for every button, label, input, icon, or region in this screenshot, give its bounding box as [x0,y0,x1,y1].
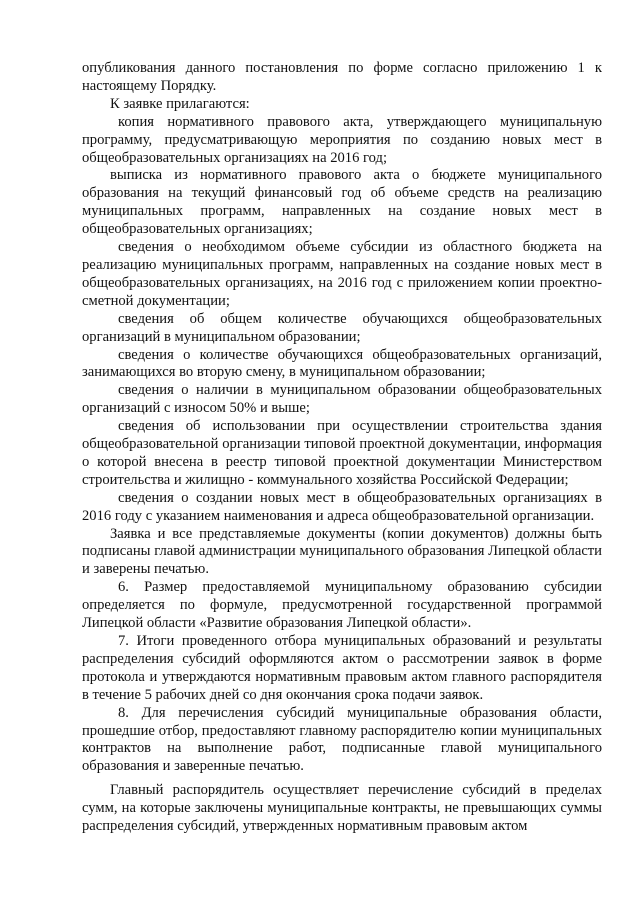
paragraph-item-8: 8. Для перечисления субсидий муниципальные образования области, прошедшие отбор, предоставляют главному распорядителю копии муниципальных контрактов на выполнение работ, подписанные главой муниципального образования и заверенные печатью. [82,704,602,775]
paragraph-transfer: Главный распорядитель осуществляет перечисление субсидий в пределах сумм, на которые заключены муниципальные контракты, не превышающих суммы распределения субсидий, утвержденных нормативным правовым актом [82,782,602,835]
paragraph-typical-design: сведения об использовании при осуществлении строительства здания общеобразовательной организации типовой проектной документации, информация о которой внесена в реестр типовой проектной документации Министерством строительства и жилищно - коммунального хозяйства Российской Федерации; [82,418,602,488]
paragraph-attachments-heading: К заявке прилагаются: [110,95,250,112]
paragraph-new-places: сведения о создании новых мест в общеобразовательных организациях в 2016 году с указанием наименования и адреса общеобразовательной организации. [82,489,602,524]
paragraph-publication-continuation: опубликования данного постановления по форме согласно приложению 1 к настоящему Порядку. [82,60,602,94]
paragraph-program-act-copy: копия нормативного правового акта, утверждающего муниципальную программу, предусматривающую мероприятия по созданию новых мест в общеобразовательных организациях на 2016 год; [82,113,602,166]
paragraph-item-6: 6. Размер предоставляемой муниципальному образованию субсидии определяется по формуле, предусмотренной государственной программой Липецкой области «Развитие образования Липецкой области». [82,579,602,632]
paragraph-signing: Заявка и все представляемые документы (копии документов) должны быть подписаны главой администрации муниципального образования Липецкой области и заверены печатью. [82,525,602,578]
paragraph-second-shift: сведения о количестве обучающихся общеобразовательных организаций, занимающихся во вторую смену, в муниципальном образовании; [82,346,602,381]
paragraph-item-7: 7. Итоги проведенного отбора муниципальных образований и результаты распределения субсидий оформляются актом о рассмотрении заявок в форме протокола и утверждаются нормативным правовым актом главного распорядителя в течение 5 рабочих дней со дня окончания срока подачи заявок. [82,633,602,703]
paragraph-subsidy-volume: сведения о необходимом объеме субсидии из областного бюджета на реализацию муниципальных программ, направленных на создание новых мест в общеобразовательных организациях, на 2016 год с приложением копии проектно-сметной документации; [82,239,602,309]
paragraph-budget-extract: выписка из нормативного правового акта о бюджете муниципального образования на текущий финансовый год об объеме средств на реализацию муниципальных программ, направленных на создание новых мест в общеобразовательных организациях; [82,167,602,238]
paragraph-wear-rate: сведения о наличии в муниципальном образовании общеобразовательных организаций с износом 50% и выше; [82,382,602,417]
document-page [82,60,602,836]
paragraph-total-students: сведения об общем количестве обучающихся общеобразовательных организаций в муниципальном образовании; [82,310,602,345]
